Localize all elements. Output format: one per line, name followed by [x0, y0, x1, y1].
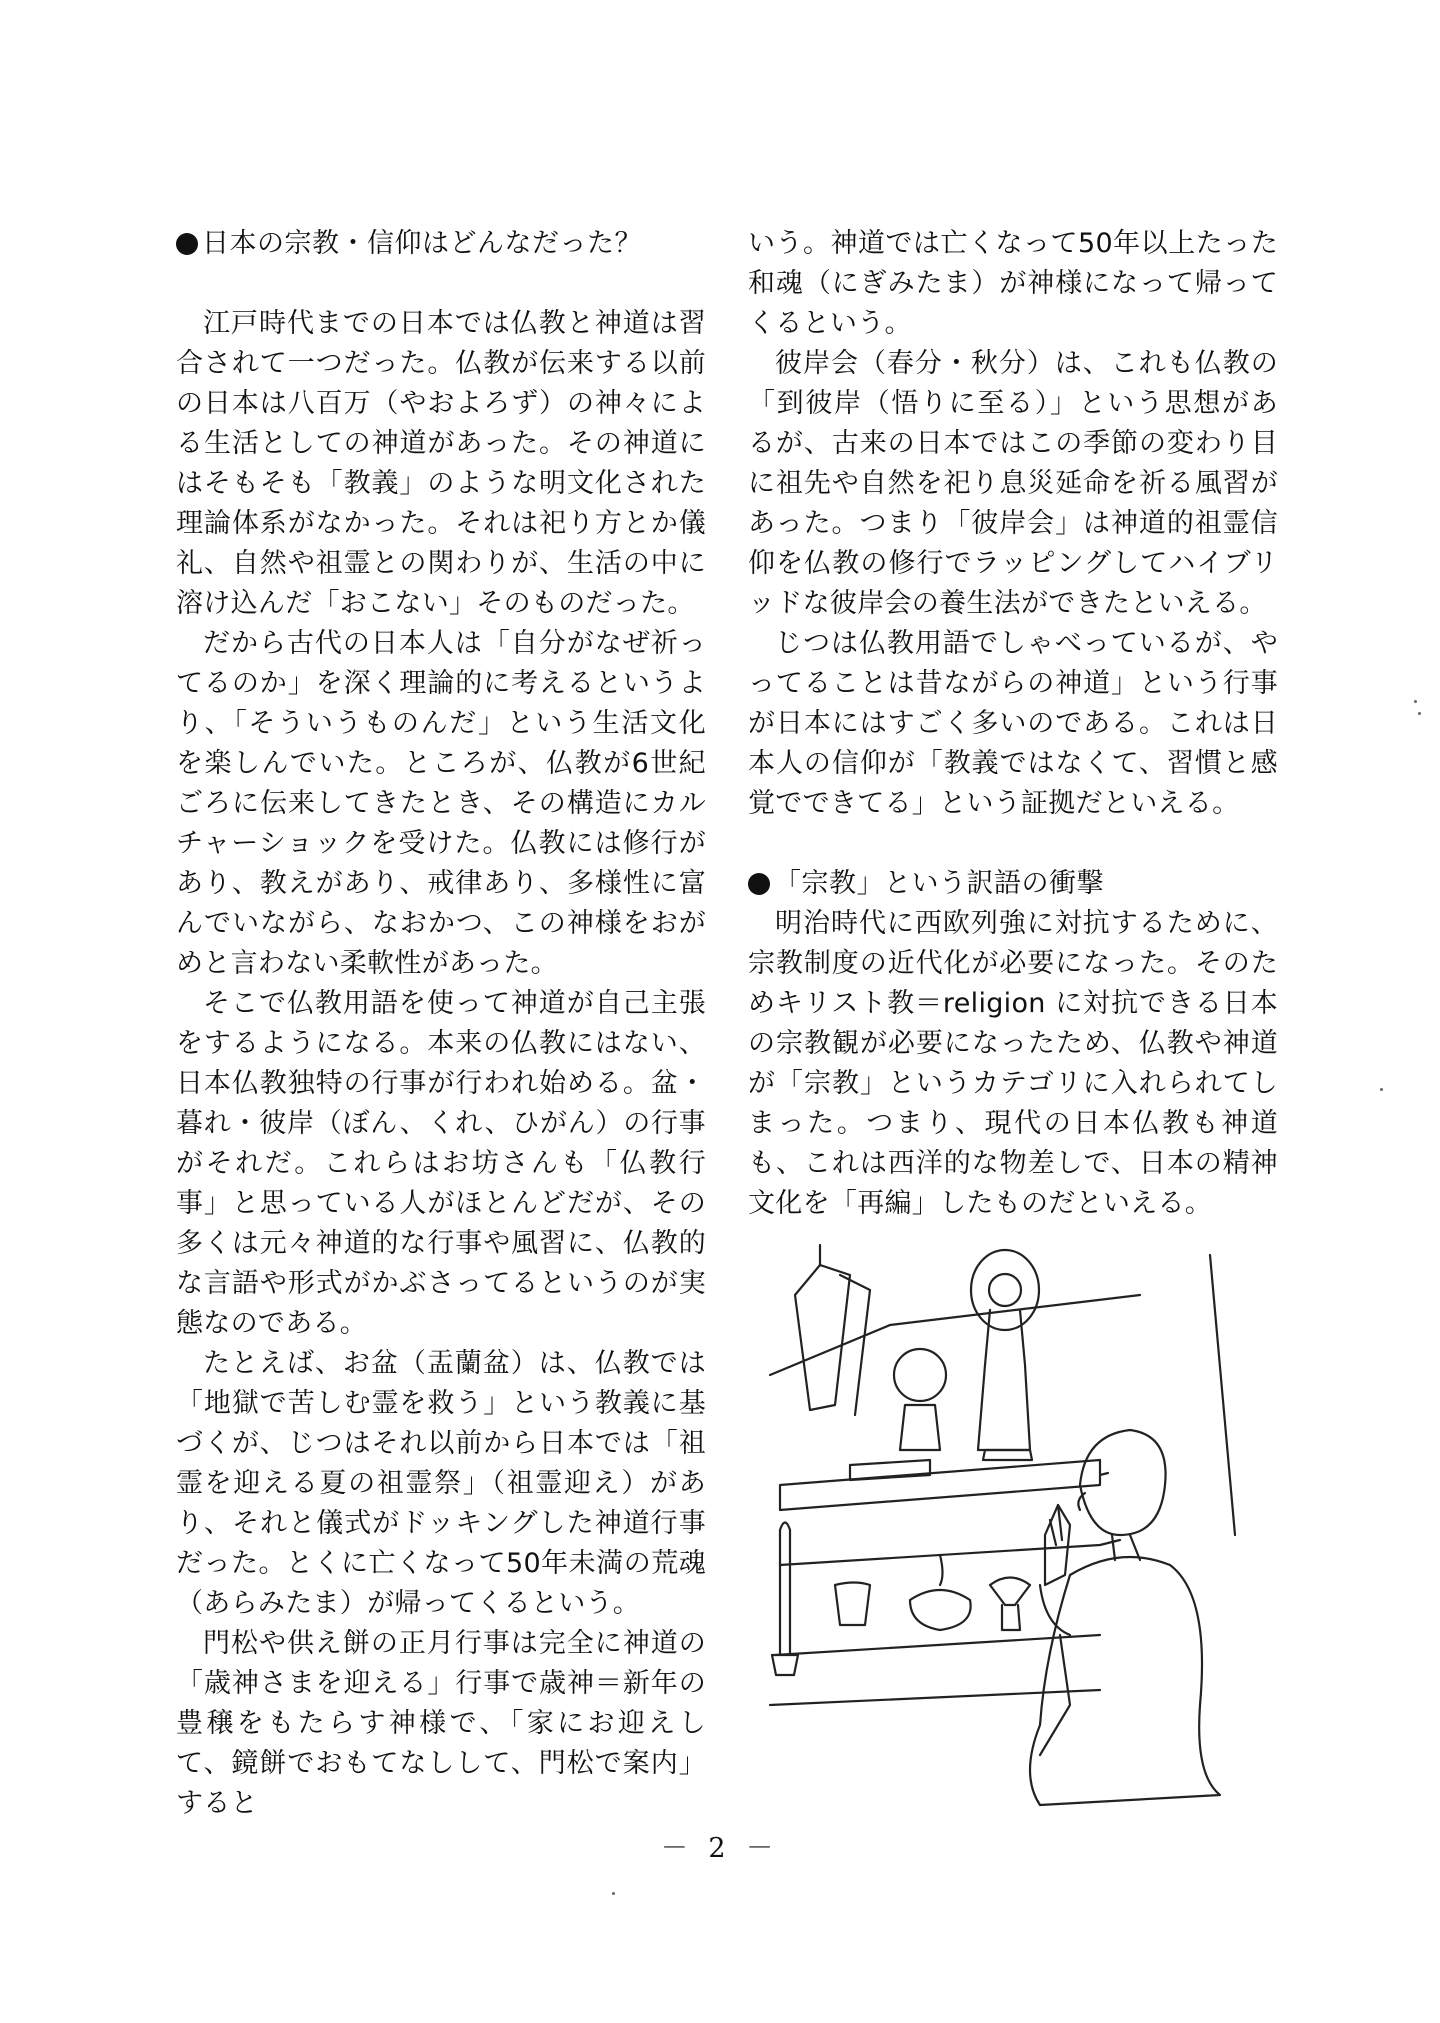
praying-monk-illustration: [740, 1235, 1280, 1815]
left-column: [176, 224, 706, 1824]
paragraph: だから古代の日本人は「自分がなぜ祈ってるのか」を深く理論的に考えるというより、「そういうものんだ」という生活文化を楽しんでいた。ところが、仏教が6世紀ごろに伝来してきたとき、その構造にカルチャーショックを受けた。仏教には修行があり、教えがあり、戒律あり、多様性に富んでいながら、なおかつ、この神様をおがめと言わない柔軟性があった。: [176, 628, 706, 979]
section-heading-text: 「宗教」という訳語の衝撃: [774, 868, 1104, 899]
scan-speck: [1380, 1088, 1383, 1091]
paragraph: 門松や供え餅の正月行事は完全に神道の「歳神さまを迎える」行事で歳神＝新年の豊穣をもたらす神様で、「家にお迎えして、鏡餅でおもてなしして、門松で案内」すると: [176, 1628, 706, 1819]
paragraph: 明治時代に西欧列強に対抗するために、宗教制度の近代化が必要になった。そのためキリスト教＝religion に対抗できる日本の宗教観が必要になったため、仏教や神道が「宗教」というカテゴリに入れられてしまった。つまり、現代の日本仏教も神道も、これは西洋的な物差しで、日本の精神文化を「再編」したものだといえる。: [748, 908, 1278, 1219]
section-heading-shock: [748, 864, 1278, 904]
bullet-dot-icon: [748, 873, 770, 895]
section-heading-text: 日本の宗教・信仰はどんなだった？: [202, 228, 642, 259]
paragraph: じつは仏教用語でしゃべっているが、やってることは昔ながらの神道」という行事が日本にはすごく多いのである。これは日本人の信仰が「教義ではなくて、習慣と感覚でできてる」という証拠だといえる。: [748, 628, 1278, 819]
paragraph: 江戸時代までの日本では仏教と神道は習合されて一つだった。仏教が伝来する以前の日本は八百万（やおよろず）の神々による生活としての神道があった。その神道にはそもそも「教義」のような明文化された理論体系がなかった。それは祀り方とか儀礼、自然や祖霊との関わりが、生活の中に溶け込んだ「おこない」そのものだった。: [176, 308, 706, 619]
section-heading-religion: [176, 224, 706, 264]
scan-speck: [1418, 712, 1421, 715]
paragraph: 彼岸会（春分・秋分）は、これも仏教の「到彼岸（悟りに至る）」という思想があるが、古来の日本ではこの季節の変わり目に祖先や自然を祀り息災延命を祈る風習があった。つまり「彼岸会」は神道的祖霊信仰を仏教の修行でラッピングしてハイブリッドな彼岸会の養生法ができたといえる。: [748, 348, 1278, 619]
scan-speck: [1414, 700, 1417, 703]
paragraph: たとえば、お盆（盂蘭盆）は、仏教では「地獄で苦しむ霊を救う」という教義に基づくが、じつはそれ以前から日本では「祖霊を迎える夏の祖霊祭」（祖霊迎え）があり、それと儀式がドッキングした神道行事だった。とくに亡くなって50年未満の荒魂（あらみたま）が帰ってくるという。: [176, 1348, 706, 1619]
bullet-dot-icon: [176, 233, 198, 255]
scan-speck: [612, 1892, 615, 1895]
paragraph: そこで仏教用語を使って神道が自己主張をするようになる。本来の仏教にはない、日本仏教独特の行事が行われ始める。盆・暮れ・彼岸（ぼん、くれ、ひがん）の行事がそれだ。これらはお坊さんも「仏教行事」と思っている人がほとんどだが、その多くは元々神道的な行事や風習に、仏教的な言語や形式がかぶさってるというのが実態なのである。: [176, 988, 706, 1339]
right-column: [748, 224, 1278, 1224]
paragraph: いう。神道では亡くなって50年以上たった和魂（にぎみたま）が神様になって帰ってくるという。: [748, 228, 1278, 339]
page-number: － 2 －: [660, 1833, 780, 1864]
